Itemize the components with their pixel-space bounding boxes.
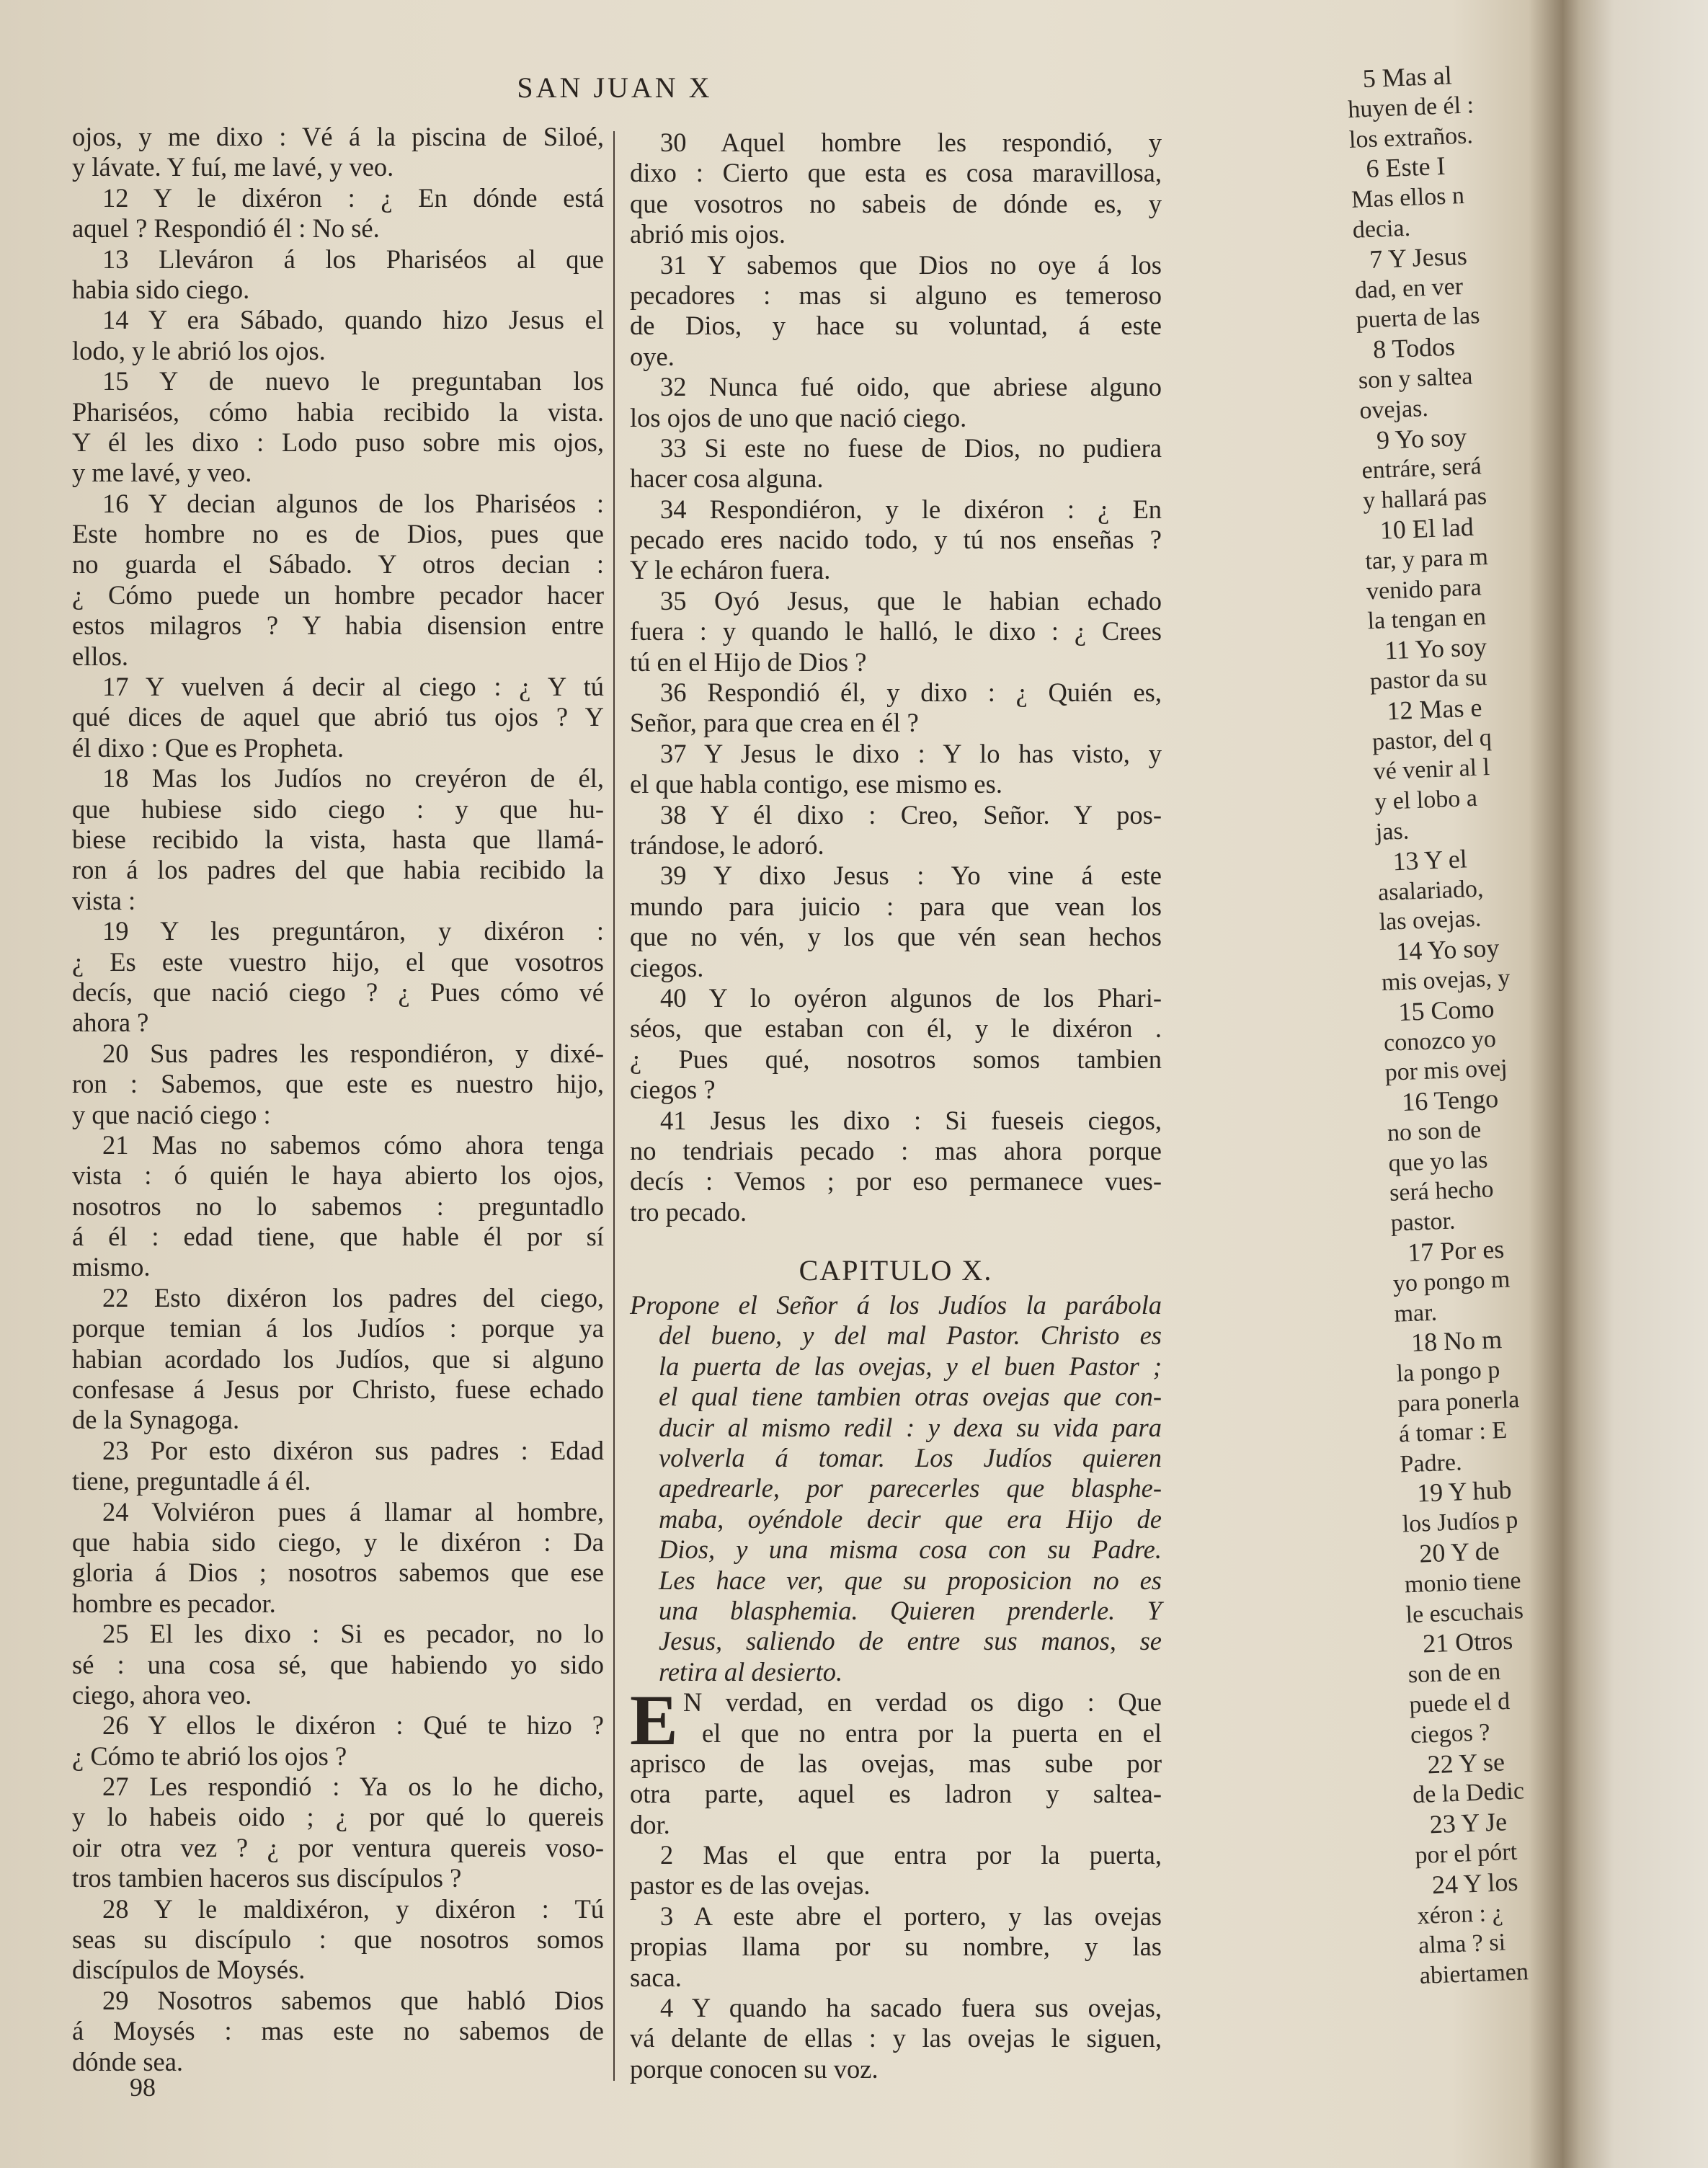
text-line: estos milagros ? Y habia disension entre	[72, 610, 604, 641]
facing-page-line: son y saltea	[1358, 363, 1474, 394]
facing-page-line: la pongo p	[1396, 1356, 1500, 1387]
facing-page-line: son de en	[1407, 1658, 1501, 1689]
facing-page-line: y el lobo a	[1374, 784, 1478, 816]
text-line: trándose, le adoró.	[630, 830, 824, 860]
text-line: Señor, para que crea en él ?	[630, 708, 919, 738]
verse-paragraph	[72, 489, 604, 672]
verse-paragraph	[72, 366, 604, 489]
facing-page-line: por mis ovej	[1384, 1054, 1508, 1087]
text-line: á él : edad tiene, que hable él por sí	[72, 1222, 604, 1252]
text-line: 20 Sus padres les respondiéron, y dixé-	[102, 1038, 604, 1068]
text-line: apedrearle, por parecerles que blasphe-	[659, 1473, 1162, 1503]
text-line: tú en el Hijo de Dios ?	[630, 647, 867, 677]
facing-page-line: para ponerla	[1397, 1386, 1520, 1418]
text-line: ducir al mismo redil : y dexa su vida para	[659, 1412, 1162, 1442]
text-line: habia sido ciego.	[72, 274, 250, 304]
verse-paragraph	[630, 1901, 1162, 1993]
text-line: y que nació ciego :	[72, 1099, 271, 1129]
text-line: 14 Y era Sábado, quando hizo Jesus el	[102, 305, 604, 335]
text-line: 41 Jesus les dixo : Si fueseis ciegos,	[660, 1105, 1162, 1135]
facing-page-line: la tengan en	[1366, 603, 1487, 635]
verse-paragraph	[72, 1710, 604, 1772]
facing-page-line: asalariado,	[1377, 875, 1485, 906]
facing-page-line: las ovejas.	[1379, 905, 1482, 936]
text-line: retira al desierto.	[659, 1656, 843, 1687]
text-line: 38 Y él dixo : Creo, Señor. Y pos-	[660, 799, 1162, 830]
text-line: ¿ Cómo te abrió los ojos ?	[72, 1741, 347, 1771]
text-line: decís : Vemos ; por eso permanece vues-	[630, 1166, 1162, 1196]
facing-page-line: que yo las	[1387, 1146, 1489, 1177]
facing-page-line: 22 Y se	[1426, 1746, 1505, 1780]
text-line: Propone el Señor á los Judíos la parábola	[630, 1290, 1162, 1320]
text-line: saca.	[630, 1962, 682, 1992]
text-line: tiene, preguntadle á él.	[72, 1466, 311, 1496]
column-divider	[613, 131, 615, 2081]
facing-page-line: Padre.	[1399, 1448, 1463, 1478]
text-line: él dixo : Que es Propheta.	[72, 732, 344, 763]
verse-paragraph	[630, 128, 1162, 250]
text-line: 33 Si este no fuese de Dios, no pudiera	[660, 432, 1162, 463]
facing-page-line: pastor.	[1390, 1207, 1456, 1238]
verse-paragraph	[72, 1283, 604, 1436]
facing-page-line: ovejas.	[1358, 394, 1429, 425]
facing-page-line: Mas ellos n	[1351, 182, 1465, 214]
text-line: á Moysés : mas este no sabemos de	[72, 2016, 604, 2046]
facing-page-line: 10 El lad	[1379, 512, 1475, 545]
facing-page-line: vé venir al l	[1372, 754, 1490, 786]
text-line: 40 Y lo oyéron algunos de los Phari-	[660, 982, 1162, 1013]
verse-paragraph	[72, 1436, 604, 1497]
page-number: 98	[130, 2073, 156, 2102]
text-line: ¿ Cómo puede un hombre pecador hacer	[72, 579, 604, 610]
chapter-heading: CAPITULO X.	[799, 1254, 993, 1287]
text-line: los ojos de uno que nació ciego.	[630, 402, 967, 432]
text-line: 16 Y decian algunos de los Phariséos :	[102, 488, 604, 518]
text-line: oir otra vez ? ¿ por ventura quereis voso-	[72, 1832, 604, 1862]
facing-page-line: 15 Como	[1397, 993, 1495, 1026]
text-line: propias llama por su nombre, y las	[630, 1932, 1162, 1962]
facing-page-line: puede el d	[1408, 1688, 1511, 1719]
text-line: el qual tiene tambien otras ovejas que con-	[659, 1382, 1162, 1412]
text-line: 21 Mas no sabemos cómo ahora tenga	[102, 1129, 604, 1160]
text-line: ojos, y me dixo : Vé á la piscina de Siloé,	[72, 122, 604, 151]
facing-page-line: tar, y para m	[1364, 543, 1489, 575]
text-line: discípulos de Moysés.	[72, 1955, 306, 1985]
text-line: de la Synagoga.	[72, 1405, 240, 1435]
text-line: 13 Lleváron á los Phariséos al que	[102, 244, 604, 274]
text-line: seas su discípulo : que nosotros somos	[72, 1924, 604, 1955]
facing-page-line: los Judíos p	[1402, 1506, 1518, 1538]
facing-page-line: venido para	[1366, 573, 1482, 605]
facing-page-line: mis ovejas, y	[1381, 964, 1511, 996]
text-line: qué dices de aquel que abrió tus ojos ? Y	[72, 702, 604, 732]
text-line: 12 Y le dixéron : ¿ En dónde está	[102, 182, 604, 213]
text-line: que no vén, y los que vén sean hechos	[630, 922, 1162, 952]
text-line: 28 Y le maldixéron, y dixéron : Tú	[102, 1893, 604, 1924]
text-line: hombre es pecador.	[72, 1588, 276, 1618]
facing-page-line: 13 Y el	[1392, 844, 1468, 876]
text-line: 37 Y Jesus le dixo : Y lo has visto, y	[660, 738, 1162, 768]
text-line: 18 Mas los Judíos no creyéron de él,	[102, 763, 604, 794]
text-line: pecadores : mas si alguno es temeroso	[630, 280, 1162, 310]
text-line: 2 Mas el que entra por la puerta,	[660, 1840, 1162, 1870]
text-line: pecado eres nacido todo, y tú nos enseñas ?	[630, 525, 1162, 555]
facing-page-line: 17 Por es	[1407, 1234, 1505, 1268]
text-line: ron á los padres del que habia recibido la	[72, 855, 604, 885]
text-line: y lo habeis oido ; ¿ por qué lo quereis	[72, 1802, 604, 1832]
facing-page-line: y hallará pas	[1362, 483, 1487, 515]
text-line: mismo.	[72, 1252, 151, 1282]
text-line: ¿ Pues qué, nosotros somos tambien	[630, 1044, 1162, 1074]
verse-paragraph	[630, 1840, 1162, 1901]
facing-page-line: entráre, será	[1361, 453, 1482, 484]
text-line: 39 Y dixo Jesus : Yo vine á este	[660, 861, 1162, 891]
text-line: maba, oyéndole decir que era Hijo de	[659, 1503, 1162, 1534]
text-line: del bueno, y del mal Pastor. Christo es	[659, 1320, 1162, 1351]
text-line: porque conocen su voz.	[630, 2053, 879, 2084]
verse-paragraph	[72, 1772, 604, 1894]
text-line: pastor es de las ovejas.	[630, 1870, 871, 1901]
facing-page-line: pastor, del q	[1371, 724, 1493, 755]
text-line: Phariséos, cómo habia recibido la vista.	[72, 396, 604, 427]
text-line: 23 Por esto dixéron sus padres : Edad	[102, 1435, 604, 1465]
verse-paragraph	[630, 586, 1162, 678]
text-line: dónde sea.	[72, 2046, 184, 2076]
facing-page-line: 18 No m	[1410, 1325, 1503, 1358]
facing-page-line: jas.	[1375, 817, 1410, 846]
text-line: el que habla contigo, ese mismo es.	[630, 769, 1002, 799]
running-title: SAN JUAN X	[517, 71, 713, 104]
facing-page-line: 12 Mas e	[1386, 693, 1483, 726]
text-line: 31 Y sabemos que Dios no oye á los	[660, 249, 1162, 280]
verses-2-4	[630, 1840, 1162, 2084]
text-line: 17 Y vuelven á decir al ciego : ¿ Y tú	[102, 672, 604, 702]
text-line: no guarda el Sábado. Y otros decian :	[72, 549, 604, 579]
verse-paragraph	[72, 122, 604, 183]
verse-paragraph	[630, 372, 1162, 433]
facing-page-line: de la Dedic	[1412, 1777, 1525, 1809]
facing-page-line: huyen de él :	[1347, 92, 1475, 123]
text-line: Les hace ver, que su proposicion no es	[659, 1565, 1162, 1595]
verse-paragraph	[72, 1894, 604, 1986]
text-line: una blasphemia. Quieren prenderle. Y	[659, 1595, 1162, 1625]
text-line: 27 Les respondió : Ya os lo he dicho,	[102, 1772, 604, 1802]
verse-paragraph	[630, 739, 1162, 800]
text-line: volverla á tomar. Los Judíos quieren	[659, 1443, 1162, 1473]
facing-page-line: será hecho	[1389, 1176, 1495, 1207]
text-line: y me lavé, y veo.	[72, 458, 252, 488]
facing-page-line: le escuchais	[1405, 1596, 1524, 1629]
verse-paragraph	[630, 983, 1162, 1106]
verse-paragraph	[630, 250, 1162, 373]
facing-page-line: dad, en ver	[1354, 272, 1464, 304]
right-column	[630, 128, 1162, 2084]
text-line: ahora ?	[72, 1008, 149, 1038]
facing-page-line: 5 Mas al	[1361, 61, 1453, 94]
facing-page-line: 8 Todos	[1372, 332, 1456, 365]
text-line: 30 Aquel hombre les respondió, y	[660, 128, 1162, 157]
text-line: otra parte, aquel es ladron y saltea-	[630, 1779, 1162, 1809]
verse-paragraph	[630, 494, 1162, 586]
text-line: fuera : y quando le halló, le dixo : ¿ Crees	[630, 616, 1162, 647]
text-line: biese recibido la vista, hasta que llamá-	[72, 824, 604, 854]
facing-page-line: 23 Y Je	[1429, 1807, 1508, 1839]
drop-cap: E	[630, 1680, 678, 1761]
verse-paragraph	[630, 800, 1162, 861]
text-line: Jesus, saliendo de entre sus manos, se	[659, 1626, 1162, 1656]
text-line: 29 Nosotros sabemos que habló Dios	[102, 1985, 604, 2015]
verse-paragraph	[72, 1497, 604, 1620]
verse-paragraph	[72, 244, 604, 306]
facing-page-line: ciegos ?	[1410, 1718, 1491, 1749]
facing-page-line: 16 Tengo	[1401, 1084, 1499, 1117]
text-line: N verdad, en verdad os digo : Que	[683, 1687, 1162, 1718]
facing-page-line: puerta de las	[1355, 302, 1481, 334]
text-line: nosotros no lo sabemos : preguntadlo	[72, 1191, 604, 1221]
text-line: abrió mis ojos.	[630, 219, 786, 249]
text-line: gloria á Dios ; nosotros sabemos que ese	[72, 1558, 604, 1588]
text-line: 36 Respondió él, y dixo : ¿ Quién es,	[660, 678, 1162, 708]
verse-paragraph	[72, 1986, 604, 2077]
facing-page-line: conozco yo	[1383, 1025, 1497, 1057]
facing-page-line: 14 Yo soy	[1395, 933, 1500, 967]
text-line: ciegos ?	[630, 1075, 716, 1105]
verse-paragraph	[630, 861, 1162, 983]
facing-page-line: abiertamen	[1419, 1958, 1529, 1990]
text-line: vá delante de ellas : y las ovejas le siguen,	[630, 2023, 1162, 2053]
verse-paragraph	[630, 433, 1162, 494]
text-line: 24 Volviéron pues á llamar al hombre,	[102, 1496, 604, 1527]
facing-page-fragment	[1346, 54, 1708, 1991]
text-line: 4 Y quando ha sacado fuera sus ovejas,	[660, 1993, 1162, 2023]
text-line: ciego, ahora veo.	[72, 1679, 252, 1710]
verse-paragraph	[630, 678, 1162, 739]
facing-page-line: 7 Y Jesus	[1369, 241, 1468, 274]
text-line: mundo para juicio : para que vean los	[630, 891, 1162, 921]
text-line: no tendriais pecado : mas ahora porque	[630, 1135, 1162, 1165]
facing-page-line: 6 Este I	[1365, 151, 1446, 184]
text-line: séos, que estaban con él, y le dixéron .	[630, 1013, 1162, 1044]
text-line: Y le echáron fuera.	[630, 555, 831, 585]
text-line: oye.	[630, 341, 675, 371]
text-line: 3 A este abre el portero, y las ovejas	[660, 1901, 1162, 1931]
text-line: que habia sido ciego, y le dixéron : Da	[72, 1527, 604, 1557]
text-line: 26 Y ellos le dixéron : Qué te hizo ?	[102, 1710, 604, 1741]
text-line: Este hombre no es de Dios, pues que	[72, 519, 604, 549]
facing-page-line: alma ? si	[1418, 1929, 1506, 1960]
facing-page-line: 11 Yo soy	[1384, 632, 1487, 665]
verse-paragraph	[72, 1130, 604, 1283]
facing-page-line: 19 Y hub	[1416, 1475, 1513, 1509]
facing-page-line: por el pórt	[1414, 1838, 1518, 1870]
text-line: y lávate. Y fuí, me lavé, y veo.	[72, 152, 394, 182]
text-line: 19 Y les preguntáron, y dixéron :	[102, 916, 604, 946]
verses-30-41	[630, 128, 1162, 1227]
verse-paragraph	[72, 183, 604, 244]
facing-page-line: á tomar : E	[1398, 1416, 1508, 1448]
left-column	[72, 122, 604, 2077]
text-line: ¿ Es este vuestro hijo, el que vosotros	[72, 946, 604, 977]
text-line: 35 Oyó Jesus, que le habian echado	[660, 585, 1162, 616]
facing-page-line: monio tiene	[1404, 1567, 1522, 1599]
text-line: ciegos.	[630, 952, 704, 982]
text-line: ellos.	[72, 641, 129, 671]
facing-page-line: mar.	[1393, 1299, 1438, 1328]
text-line: aprisco de las ovejas, mas sube por	[630, 1748, 1162, 1778]
verse-paragraph	[72, 672, 604, 763]
verse-paragraph	[72, 305, 604, 366]
facing-page-line: los extraños.	[1348, 121, 1474, 154]
verse-paragraph	[630, 1106, 1162, 1228]
text-line: porque temian á los Judíos : porque ya	[72, 1313, 604, 1343]
text-line: tro pecado.	[630, 1196, 747, 1227]
text-line: que hubiese sido ciego : y que hu-	[72, 794, 604, 824]
facing-page-line: xéron : ¿	[1416, 1899, 1504, 1929]
text-line: dor.	[630, 1809, 670, 1839]
facing-page-line: 9 Yo soy	[1376, 422, 1467, 455]
verse-paragraph	[72, 1619, 604, 1710]
text-line: vista : ó quién le haya abierto los ojos,	[72, 1160, 604, 1191]
text-line: Y él les dixo : Lodo puso sobre mis ojos,	[72, 427, 604, 457]
text-line: sé : una cosa sé, que habiendo yo sido	[72, 1649, 604, 1679]
text-line: el que no entra por la puerta en el	[702, 1718, 1162, 1748]
facing-page-line: yo pongo m	[1392, 1266, 1511, 1297]
verse-paragraph	[630, 1993, 1162, 2084]
verse-paragraph	[72, 763, 604, 916]
verse-paragraph	[72, 916, 604, 1039]
text-line: ron : Sabemos, que este es nuestro hijo,	[72, 1069, 604, 1099]
text-line: 32 Nunca fué oido, que abriese alguno	[660, 372, 1162, 402]
text-line: 25 El les dixo : Si es pecador, no lo	[102, 1619, 604, 1649]
chapter-opening	[630, 1680, 1162, 1840]
facing-page-line: 24 Y los	[1431, 1867, 1519, 1900]
facing-page-line: 20 Y de	[1418, 1536, 1500, 1568]
text-line: vista :	[72, 885, 136, 915]
text-line: tros tambien haceros sus discípulos ?	[72, 1863, 462, 1893]
text-line: dixo : Cierto que esta es cosa maravillosa,	[630, 158, 1162, 188]
text-line: 34 Respondiéron, y le dixéron : ¿ En	[660, 494, 1162, 524]
text-line: 22 Esto dixéron los padres del ciego,	[102, 1282, 604, 1312]
text-line: lodo, y le abrió los ojos.	[72, 335, 326, 365]
verse-paragraph	[72, 1039, 604, 1130]
text-line: aquel ? Respondió él : No sé.	[72, 213, 380, 244]
facing-page-line: 21 Otros	[1422, 1626, 1513, 1658]
text-line: la puerta de las ovejas, y el buen Pastor ;	[659, 1351, 1162, 1381]
facing-page-line: decia.	[1352, 214, 1411, 244]
text-line: habian acordado los Judíos, que si alguno	[72, 1343, 604, 1374]
text-line: Dios, y una misma cosa con su Padre.	[659, 1534, 1162, 1565]
text-line: 15 Y de nuevo le preguntaban los	[102, 366, 604, 396]
facing-page-line: pastor da su	[1369, 664, 1487, 696]
chapter-summary	[630, 1290, 1162, 1687]
text-line: hacer cosa alguna.	[630, 463, 824, 494]
text-line: de Dios, y hace su voluntad, á este	[630, 311, 1162, 341]
text-line: decís, que nació ciego ? ¿ Pues cómo vé	[72, 977, 604, 1007]
facing-page-line: no son de	[1387, 1116, 1482, 1147]
text-line: que vosotros no sabeis de dónde es, y	[630, 188, 1162, 218]
text-line: confesase á Jesus por Christo, fuese echado	[72, 1374, 604, 1405]
